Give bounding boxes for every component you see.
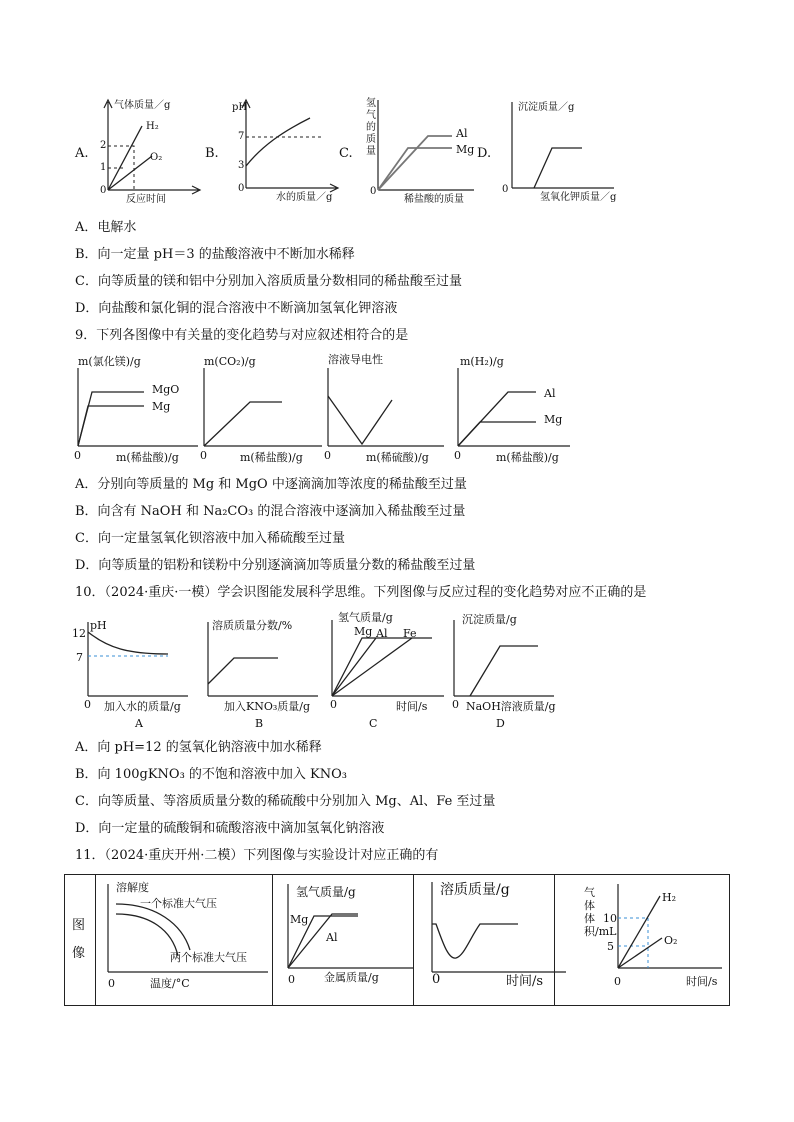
q8c-xlabel: 稀盐酸的质量 <box>404 194 464 205</box>
line-al <box>378 136 452 190</box>
q11g4-ylabel: 气体体积/mL <box>584 886 617 938</box>
q10a-ylabel: pH <box>90 619 107 632</box>
line-h2 <box>108 126 142 190</box>
q8a-line-h2-label: H₂ <box>146 121 159 132</box>
q10a-caption: A <box>135 717 143 730</box>
q8d-ylabel: 沉淀质量／g <box>518 102 575 113</box>
q8-graph-letter-a: A. <box>75 146 89 161</box>
q11g1-curve1-label: 一个标准大气压 <box>140 897 217 910</box>
q8b-ylabel: pH <box>232 102 248 113</box>
q8-option-d: D．向盐酸和氯化铜的混合溶液中不断滴加氢氧化钾溶液 <box>75 301 398 316</box>
q9d-line-mg-label: Mg <box>544 413 563 426</box>
q9-option-d: D．向等质量的铝粉和镁粉中分别逐滴滴加等质量分数的稀盐酸至过量 <box>75 558 476 573</box>
q8-option-c: C．向等质量的镁和铝中分别加入溶质质量分数相同的稀盐酸至过量 <box>75 274 462 289</box>
line-al <box>332 638 376 696</box>
q9c-origin: 0 <box>324 449 331 462</box>
q8a-ylabel: 气体质量／g <box>114 100 171 111</box>
q10d-ylabel: 沉淀质量/g <box>462 613 517 626</box>
q10c-xlabel: 时间/s <box>396 700 428 713</box>
y-axis <box>242 100 250 188</box>
q10c-origin: 0 <box>330 698 337 711</box>
q11g4-line-o2-label: O₂ <box>664 934 678 947</box>
q8-option-a: A．电解水 <box>75 220 137 235</box>
q8b-tick-7: 7 <box>238 131 245 142</box>
q10c-ylabel: 氢气质量/g <box>338 611 393 624</box>
q11g2-ylabel: 氢气质量/g <box>296 885 356 899</box>
q11g4-tick-5: 5 <box>607 940 614 953</box>
q10c-line-al-label: Al <box>376 627 388 640</box>
q9d-line-al-label: Al <box>544 387 556 400</box>
q8a-xlabel: 反应时间 <box>126 194 166 205</box>
q10b-xlabel: 加入KNO₃质量/g <box>224 700 311 713</box>
q9a-line-mgo-label: MgO <box>152 383 180 396</box>
co2-line <box>204 402 282 446</box>
line-fe <box>332 638 412 696</box>
q11g2-xlabel: 金属质量/g <box>324 971 379 984</box>
q9b-origin: 0 <box>200 449 207 462</box>
ph-curve <box>88 632 168 654</box>
line-mgo <box>78 392 144 446</box>
q10a-tick-7: 7 <box>76 651 83 664</box>
q9a-origin: 0 <box>74 449 81 462</box>
precipitate-line <box>470 646 538 696</box>
line-mg <box>332 638 432 696</box>
q8a-line-o2-label: O₂ <box>150 152 163 163</box>
q8-option-b: B．向一定量 pH＝3 的盐酸溶液中不断加水稀释 <box>75 247 355 262</box>
q8-graph-letter-b: B. <box>205 146 219 161</box>
line-mg <box>78 406 144 446</box>
q10c-line-fe-label: Fe <box>403 627 417 640</box>
q8d-xlabel: 氢氧化钾质量／g <box>540 192 617 203</box>
q8-graph-letter-c: C. <box>339 146 353 161</box>
q10-option-d: D．向一定量的硫酸铜和硫酸溶液中滴加氢氧化钠溶液 <box>75 821 385 836</box>
precipitate-line <box>534 148 582 188</box>
q9d-xlabel: m(稀盐酸)/g <box>496 451 559 464</box>
q11g3-ylabel: 溶质质量/g <box>440 882 510 898</box>
q8b-tick-3: 3 <box>238 160 245 171</box>
q9d-origin: 0 <box>454 449 461 462</box>
q10-option-a: A．向 pH=12 的氢氧化钠溶液中加水稀释 <box>75 740 322 755</box>
q9-graph-d <box>452 362 578 452</box>
q11g2-origin: 0 <box>288 973 295 986</box>
q9-option-a: A．分别向等质量的 Mg 和 MgO 中逐滴滴加等浓度的稀盐酸至过量 <box>75 477 467 492</box>
x-axis <box>246 184 338 192</box>
q11g4-tick-10: 10 <box>603 912 617 925</box>
q8b-xlabel: 水的质量／g <box>276 192 333 203</box>
q11g2-line-al-label: Al <box>326 931 338 944</box>
q9d-ylabel: m(H₂)/g <box>460 355 504 368</box>
q9-option-b: B．向含有 NaOH 和 Na₂CO₃ 的混合溶液中逐滴加入稀盐酸至过量 <box>75 504 466 519</box>
q8a-origin: 0 <box>100 185 107 196</box>
q9a-line-mg-label: Mg <box>152 400 171 413</box>
q8c-line-mg-label: Mg <box>456 143 475 156</box>
q9c-ylabel: 溶液导电性 <box>328 353 383 366</box>
ph-curve <box>246 118 310 166</box>
q9a-xlabel: m(稀盐酸)/g <box>116 451 179 464</box>
q8-graph-a <box>94 96 204 206</box>
q9-graph-a <box>72 362 202 452</box>
line-mg <box>378 148 452 190</box>
line-o2 <box>618 938 662 968</box>
q11g1-origin: 0 <box>108 977 115 990</box>
line-al <box>458 392 536 446</box>
q10d-xlabel: NaOH溶液质量/g <box>466 700 556 713</box>
q9a-ylabel: m(氯化镁)/g <box>78 355 141 368</box>
curve-2atm <box>116 904 190 950</box>
q10d-origin: 0 <box>452 698 459 711</box>
q11g1-xlabel: 温度/°C <box>150 977 190 990</box>
q10b-caption: B <box>255 717 264 730</box>
q10d-caption: D <box>496 717 505 730</box>
q11g1-ylabel: 溶解度 <box>116 881 149 894</box>
q10-option-b: B．向 100gKNO₃ 的不饱和溶液中加入 KNO₃ <box>75 767 347 782</box>
q8d-origin: 0 <box>502 184 509 195</box>
solute-curve <box>432 924 518 958</box>
q11g1-curve2-label: 两个标准大气压 <box>170 951 247 964</box>
q8c-origin: 0 <box>370 186 377 197</box>
q9-stem: 9．下列各图像中有关量的变化趋势与对应叙述相符合的是 <box>75 328 409 343</box>
q9b-xlabel: m(稀盐酸)/g <box>240 451 303 464</box>
q11-row-header: 图像 <box>72 918 86 961</box>
q10-graph-d <box>450 613 560 702</box>
q10-stem: 10．（2024·重庆·一模）学会识图能发展科学思维。下列图像与反应过程的变化趋势对应不正确的是 <box>75 585 647 600</box>
q9c-xlabel: m(稀硫酸)/g <box>366 451 429 464</box>
q11g3-xlabel: 时间/s <box>506 974 544 989</box>
q9-graph-c <box>322 362 448 452</box>
mass-fraction-line <box>208 658 278 684</box>
q10c-line-mg-label: Mg <box>354 625 373 638</box>
conductivity-line <box>328 396 392 444</box>
q9b-ylabel: m(CO₂)/g <box>204 355 256 368</box>
q8a-tick-1: 1 <box>100 162 107 173</box>
q8b-origin: 0 <box>238 183 245 194</box>
q10-option-c: C．向等质量、等溶质质量分数的稀硫酸中分别加入 Mg、Al、Fe 至过量 <box>75 794 496 809</box>
q11g2-line-mg-label: Mg <box>290 913 309 926</box>
q10a-origin: 0 <box>84 698 91 711</box>
line-h2 <box>618 896 660 968</box>
q8c-ylabel: 氢气的质量 <box>366 98 376 157</box>
line-o2 <box>108 156 152 190</box>
q11g4-origin: 0 <box>614 975 621 988</box>
x-axis <box>108 186 200 194</box>
q11g4-line-h2-label: H₂ <box>662 891 677 904</box>
q11-stem: 11．（2024·重庆开州·二模）下列图像与实验设计对应正确的有 <box>75 848 439 863</box>
q10a-tick-12: 12 <box>72 627 86 640</box>
q11g3-origin: 0 <box>432 972 441 987</box>
q8a-tick-2: 2 <box>100 140 107 151</box>
q10c-caption: C <box>369 717 378 730</box>
q8-graph-b <box>232 96 344 206</box>
q10a-xlabel: 加入水的质量/g <box>104 700 181 713</box>
q9-option-c: C．向一定量氢氧化钡溶液中加入稀硫酸至过量 <box>75 531 345 546</box>
line-mg <box>458 422 536 446</box>
q8c-line-al-label: Al <box>456 127 468 140</box>
q11g4-xlabel: 时间/s <box>686 975 718 988</box>
q9-graph-b <box>198 362 324 452</box>
q10b-ylabel: 溶质质量分数/% <box>212 619 293 632</box>
q8-graph-letter-d: D. <box>477 146 492 161</box>
